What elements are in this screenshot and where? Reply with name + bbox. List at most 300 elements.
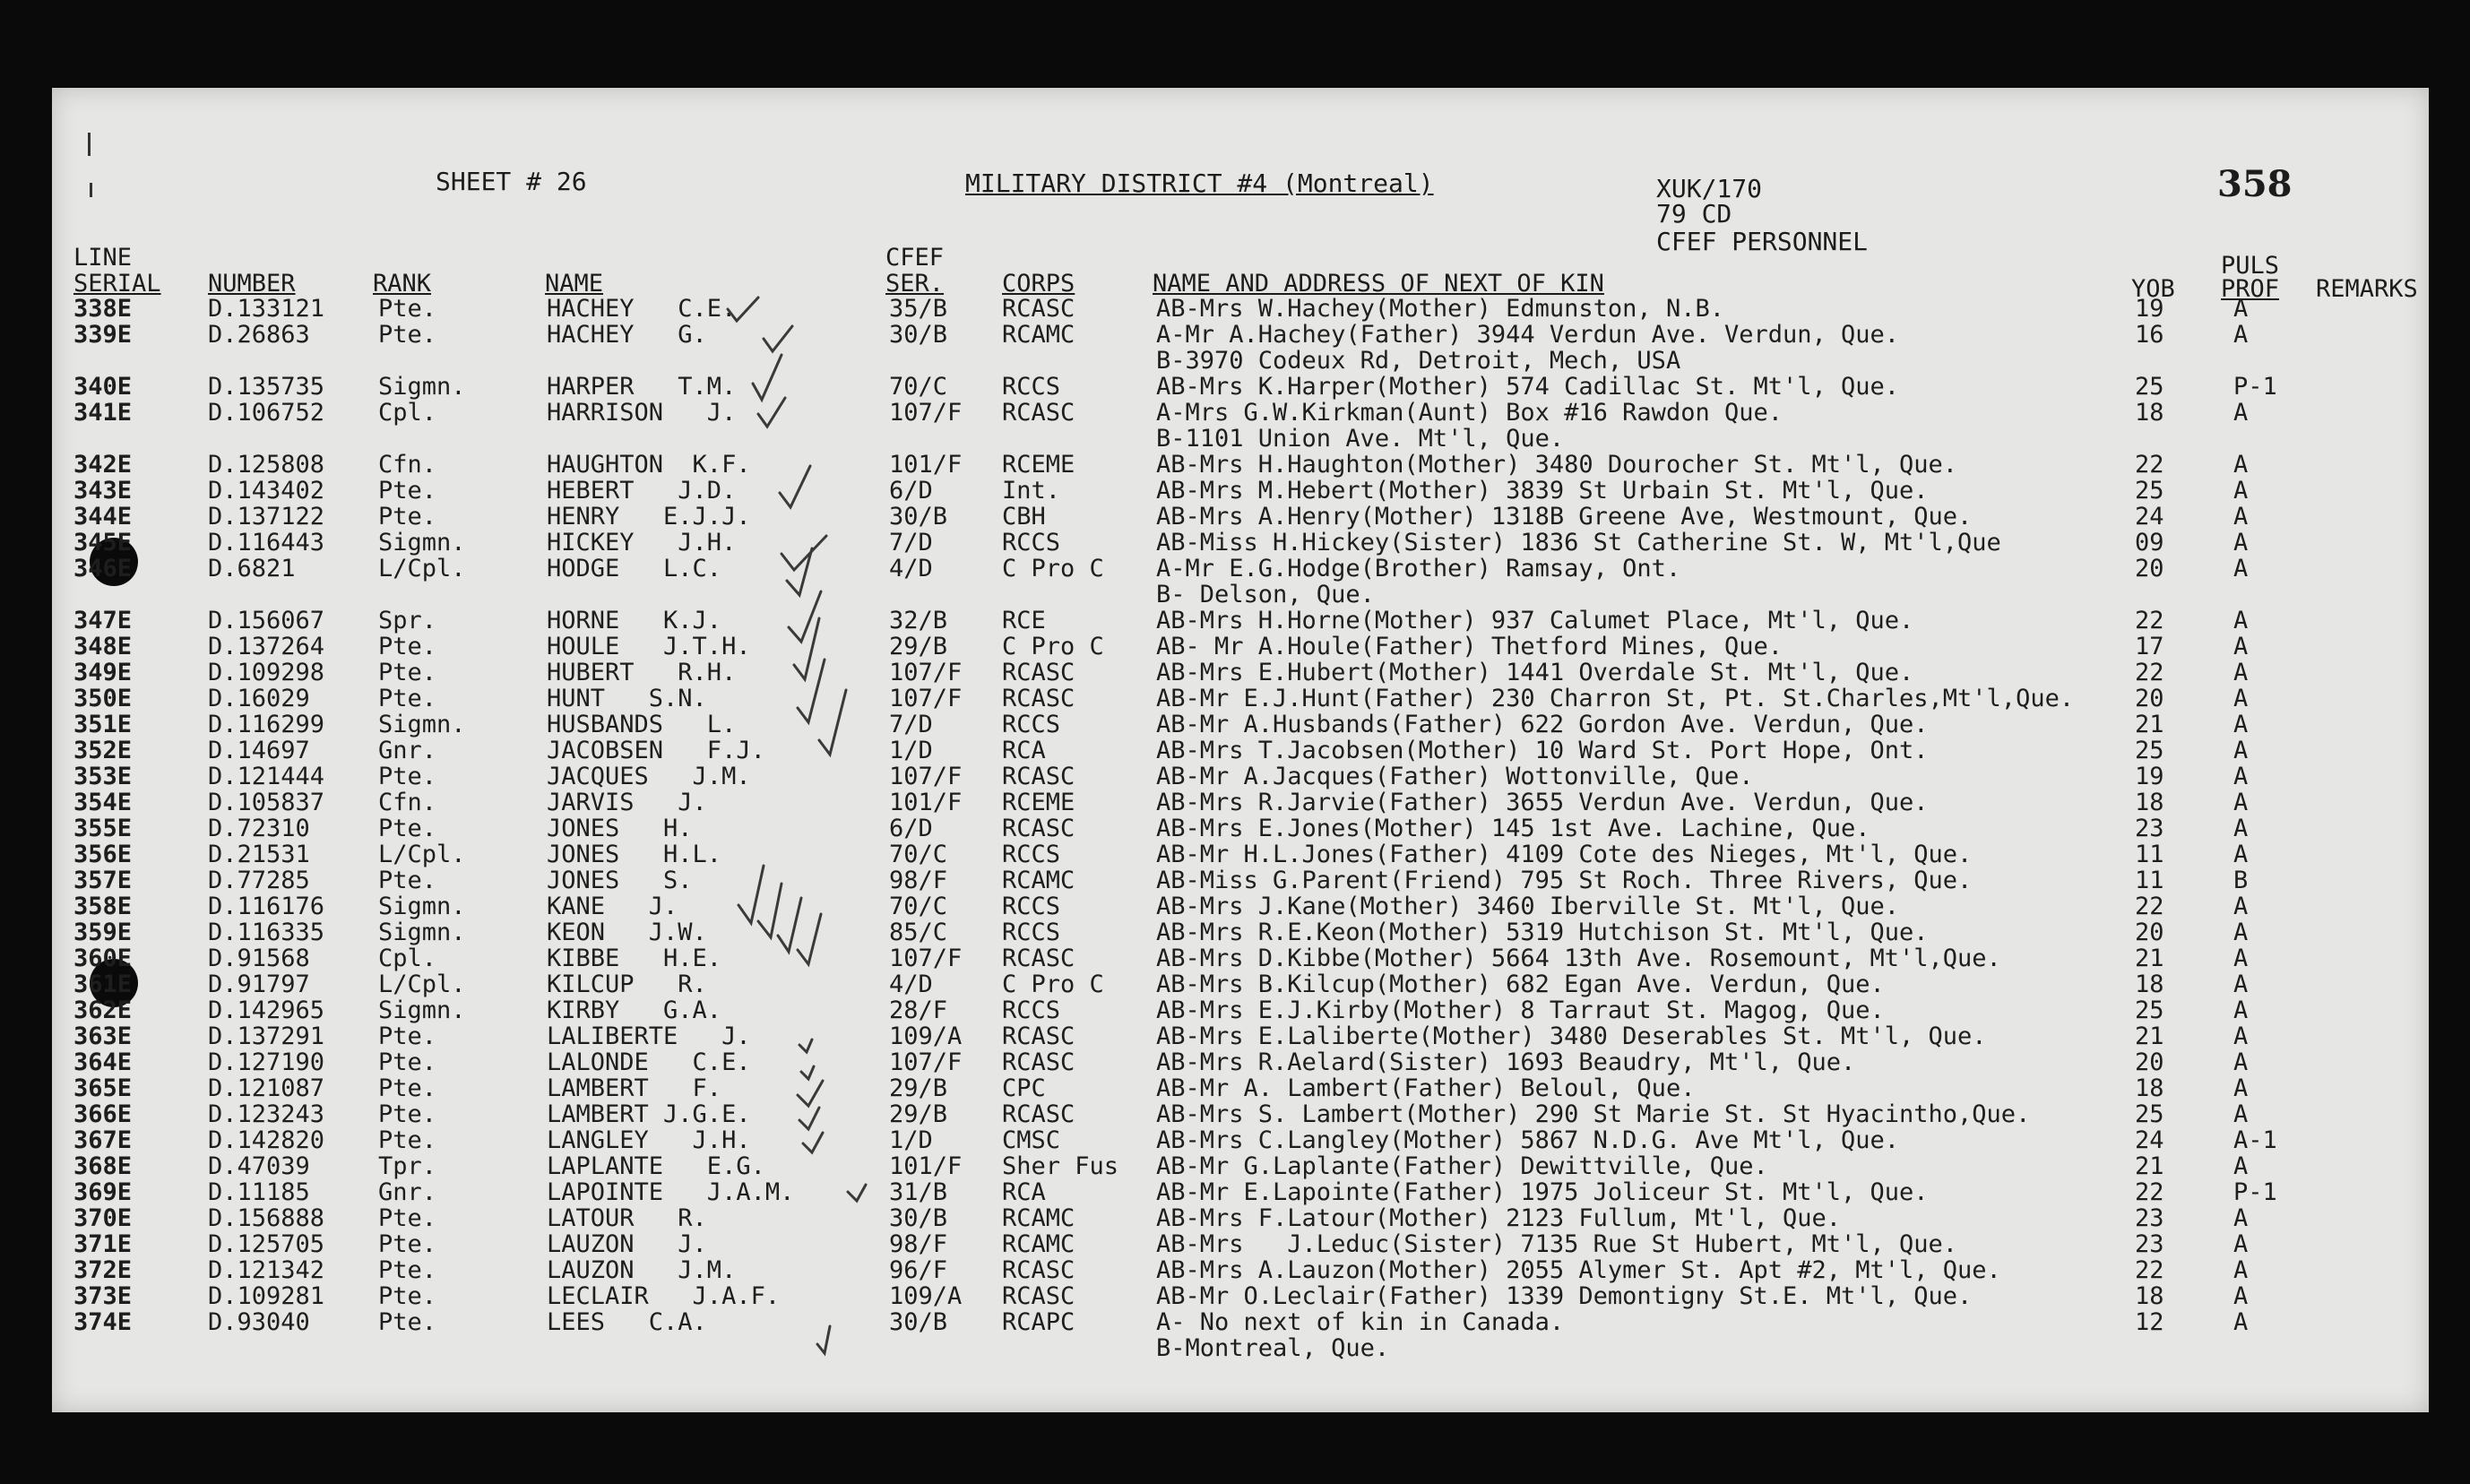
row-serial: 346E: [73, 555, 133, 582]
row-number: D.116176: [208, 893, 325, 920]
row-corps: RCASC: [1002, 685, 1075, 712]
row-cefr-serial: 30/B: [889, 503, 948, 531]
row-puls-prof: A: [2233, 789, 2249, 816]
row-rank: Pte.: [378, 685, 437, 712]
row-next-of-kin: AB-Mrs R.Aelard(Sister) 1693 Beaudry, Mt'l, Que.: [1156, 1048, 1856, 1076]
row-next-of-kin: AB-Mrs R.Jarvie(Father) 3655 Verdun Ave. Verdun, Que.: [1156, 789, 1929, 816]
row-yob: 23: [2135, 1204, 2164, 1232]
row-rank: Cfn.: [378, 789, 437, 816]
row-serial: 339E: [73, 321, 133, 349]
row-number: D.14697: [208, 737, 310, 764]
row-puls-prof: A: [2233, 1282, 2249, 1310]
row-corps: Int.: [1002, 477, 1061, 505]
row-puls-prof: A: [2233, 945, 2249, 972]
row-number: D.21531: [208, 841, 310, 868]
row-corps: C Pro C: [1002, 633, 1104, 660]
row-yob: 22: [2135, 451, 2164, 479]
row-puls-prof: A: [2233, 997, 2249, 1024]
row-name: HICKEY J.H.: [547, 529, 737, 556]
check-mark: [819, 690, 846, 755]
row-yob: 21: [2135, 711, 2164, 738]
row-yob: 25: [2135, 737, 2164, 764]
row-serial: 361E: [73, 971, 133, 998]
row-cefr-serial: 107/F: [889, 659, 963, 686]
row-rank: Cpl.: [378, 399, 437, 427]
row-next-of-kin: AB-Mrs J.Kane(Mother) 3460 Iberville St. Mt'l, Que.: [1156, 893, 1900, 920]
row-serial: 360E: [73, 945, 133, 972]
row-corps: C Pro C: [1002, 555, 1104, 582]
col-yob-header: YOB: [2131, 275, 2175, 303]
row-rank: Pte.: [378, 1048, 437, 1076]
row-name: HARPER T.M.: [547, 373, 737, 401]
row-cefr-serial: 107/F: [889, 685, 963, 712]
row-name: LEES C.A.: [547, 1308, 707, 1336]
row-name: JARVIS J.: [547, 789, 707, 816]
row-name: HACHEY C.E.: [547, 295, 737, 323]
row-serial: 370E: [73, 1204, 133, 1232]
row-next-of-kin: AB-Mrs E.Laliberte(Mother) 3480 Deserables St. Mt'l, Que.: [1156, 1022, 1987, 1050]
row-next-of-kin-alt: B-1101 Union Ave. Mt'l, Que.: [1156, 425, 1565, 453]
row-yob: 20: [2135, 555, 2164, 582]
row-name: HEBERT J.D.: [547, 477, 737, 505]
row-yob: 17: [2135, 633, 2164, 660]
row-number: D.106752: [208, 399, 325, 427]
check-mark: [780, 466, 810, 507]
col-serial-header: SERIAL: [73, 270, 161, 298]
row-next-of-kin: AB-Mrs W.Hachey(Mother) Edmunston, N.B.: [1156, 295, 1724, 323]
row-cefr-serial: 7/D: [889, 529, 933, 556]
check-mark: [738, 866, 764, 923]
row-name: HAUGHTON K.F.: [547, 451, 751, 479]
check-mark: [848, 1185, 866, 1201]
row-next-of-kin: AB-Miss G.Parent(Friend) 795 St Roch. Three Rivers, Que.: [1156, 867, 1973, 894]
row-rank: Sigmn.: [378, 711, 466, 738]
row-yob: 20: [2135, 1048, 2164, 1076]
row-corps: RCAPC: [1002, 1308, 1075, 1336]
row-puls-prof: A: [2233, 737, 2249, 764]
row-serial: 341E: [73, 399, 133, 427]
row-yob: 11: [2135, 841, 2164, 868]
row-number: D.109281: [208, 1282, 325, 1310]
row-yob: 18: [2135, 1074, 2164, 1102]
row-yob: 20: [2135, 919, 2164, 946]
reference-line-3: CFEF PERSONNEL: [1656, 227, 1869, 256]
row-corps: RCAMC: [1002, 867, 1075, 894]
row-cefr-serial: 30/B: [889, 1204, 948, 1232]
row-number: D.156888: [208, 1204, 325, 1232]
row-cefr-serial: 70/C: [889, 893, 948, 920]
row-next-of-kin: AB-Mr E.Lapointe(Father) 1975 Joliceur St. Mt'l, Que.: [1156, 1178, 1929, 1206]
row-rank: Sigmn.: [378, 919, 466, 946]
row-serial: 368E: [73, 1152, 133, 1180]
row-serial: 342E: [73, 451, 133, 479]
row-serial: 340E: [73, 373, 133, 401]
row-puls-prof: A: [2233, 893, 2249, 920]
row-cefr-serial: 98/F: [889, 867, 948, 894]
row-rank: Gnr.: [378, 1178, 437, 1206]
row-yob: 23: [2135, 815, 2164, 842]
check-mark: [798, 660, 825, 722]
district-title: MILITARY DISTRICT #4 (Montreal): [965, 168, 1434, 198]
row-serial: 364E: [73, 1048, 133, 1076]
row-next-of-kin: AB-Mrs R.E.Keon(Mother) 5319 Hutchison St. Mt'l, Que.: [1156, 919, 1929, 946]
row-number: D.116335: [208, 919, 325, 946]
row-number: D.143402: [208, 477, 325, 505]
row-serial: 344E: [73, 503, 133, 531]
row-name: HUBERT R.H.: [547, 659, 737, 686]
check-mark: [778, 898, 801, 952]
row-next-of-kin: AB-Mrs E.J.Kirby(Mother) 8 Tarraut St. Magog, Que.: [1156, 997, 1885, 1024]
row-number: D.121444: [208, 763, 325, 790]
row-cefr-serial: 35/B: [889, 295, 948, 323]
row-yob: 22: [2135, 1178, 2164, 1206]
row-rank: Pte.: [378, 1256, 437, 1284]
row-cefr-serial: 107/F: [889, 763, 963, 790]
row-next-of-kin: AB-Mrs E.Jones(Mother) 145 1st Ave. Lachine, Que.: [1156, 815, 1870, 842]
row-cefr-serial: 6/D: [889, 815, 933, 842]
row-name: HUSBANDS L.: [547, 711, 737, 738]
row-number: D.91568: [208, 945, 310, 972]
check-mark: [753, 355, 782, 400]
row-rank: Tpr.: [378, 1152, 437, 1180]
col-name-header: NAME: [545, 270, 604, 298]
row-name: JONES H.: [547, 815, 693, 842]
row-yob: 24: [2135, 1126, 2164, 1154]
row-rank: Pte.: [378, 1230, 437, 1258]
row-serial: 373E: [73, 1282, 133, 1310]
row-puls-prof: A: [2233, 763, 2249, 790]
col-line-header: LINE: [73, 244, 133, 272]
row-puls-prof: A: [2233, 659, 2249, 686]
row-corps: RCE: [1002, 607, 1046, 634]
row-puls-prof: A: [2233, 295, 2249, 323]
row-yob: 22: [2135, 1256, 2164, 1284]
row-serial: 338E: [73, 295, 133, 323]
row-cefr-serial: 107/F: [889, 1048, 963, 1076]
row-rank: Pte.: [378, 477, 437, 505]
check-mark: [801, 1066, 814, 1079]
check-mark: [782, 536, 826, 570]
row-number: D.77285: [208, 867, 310, 894]
row-name: HORNE K.J.: [547, 607, 722, 634]
row-next-of-kin: AB-Mrs B.Kilcup(Mother) 682 Egan Ave. Verdun, Que.: [1156, 971, 1885, 998]
row-corps: CBH: [1002, 503, 1046, 531]
row-rank: Sigmn.: [378, 893, 466, 920]
row-cefr-serial: 101/F: [889, 451, 963, 479]
row-serial: 353E: [73, 763, 133, 790]
col-cefr-header-1: CFEF: [885, 244, 945, 272]
row-name: KIBBE H.E.: [547, 945, 722, 972]
row-number: D.16029: [208, 685, 310, 712]
row-name: LALONDE C.E.: [547, 1048, 751, 1076]
row-cefr-serial: 109/A: [889, 1282, 963, 1310]
row-puls-prof: A: [2233, 1048, 2249, 1076]
row-cefr-serial: 30/B: [889, 321, 948, 349]
row-puls-prof: A: [2233, 1230, 2249, 1258]
row-serial: 371E: [73, 1230, 133, 1258]
row-next-of-kin: AB-Mrs E.Hubert(Mother) 1441 Overdale St. Mt'l, Que.: [1156, 659, 1914, 686]
row-puls-prof: B: [2233, 867, 2249, 894]
col-rank-header: RANK: [373, 270, 432, 298]
row-corps: RCAMC: [1002, 321, 1075, 349]
row-rank: Sigmn.: [378, 373, 466, 401]
row-puls-prof: A: [2233, 633, 2249, 660]
row-puls-prof: A: [2233, 503, 2249, 531]
row-corps: RCAMC: [1002, 1230, 1075, 1258]
row-next-of-kin: AB-Mr E.J.Hunt(Father) 230 Charron St, Pt. St.Charles,Mt'l,Que.: [1156, 685, 2075, 712]
row-serial: 367E: [73, 1126, 133, 1154]
row-next-of-kin: AB-Mr O.Leclair(Father) 1339 Demontigny St.E. Mt'l, Que.: [1156, 1282, 1973, 1310]
row-corps: Sher Fus: [1002, 1152, 1119, 1180]
row-puls-prof: A: [2233, 711, 2249, 738]
row-yob: 25: [2135, 373, 2164, 401]
row-number: D.123243: [208, 1100, 325, 1128]
row-cefr-serial: 85/C: [889, 919, 948, 946]
row-serial: 345E: [73, 529, 133, 556]
row-puls-prof: A: [2233, 1308, 2249, 1336]
row-next-of-kin: AB-Mrs A.Henry(Mother) 1318B Greene Ave, Westmount, Que.: [1156, 503, 1973, 531]
row-rank: Pte.: [378, 1100, 437, 1128]
row-next-of-kin: AB-Mrs C.Langley(Mother) 5867 N.D.G. Ave Mt'l, Que.: [1156, 1126, 1900, 1154]
row-puls-prof: A: [2233, 451, 2249, 479]
row-yob: 22: [2135, 659, 2164, 686]
row-puls-prof: A: [2233, 685, 2249, 712]
row-corps: RCASC: [1002, 295, 1075, 323]
col-number-header: NUMBER: [208, 270, 296, 298]
row-number: D.109298: [208, 659, 325, 686]
row-cefr-serial: 107/F: [889, 399, 963, 427]
row-corps: RCCS: [1002, 997, 1061, 1024]
row-corps: RCCS: [1002, 711, 1061, 738]
row-puls-prof: A: [2233, 477, 2249, 505]
row-rank: Cfn.: [378, 451, 437, 479]
row-corps: RCASC: [1002, 1282, 1075, 1310]
row-cefr-serial: 70/C: [889, 841, 948, 868]
row-corps: RCCS: [1002, 373, 1061, 401]
check-mark: [798, 1081, 823, 1106]
row-yob: 11: [2135, 867, 2164, 894]
row-name: LAMBERT F.: [547, 1074, 722, 1102]
col-remarks-header: REMARKS: [2316, 275, 2418, 303]
row-yob: 20: [2135, 685, 2164, 712]
row-next-of-kin-alt: B- Delson, Que.: [1156, 581, 1375, 608]
row-number: D.93040: [208, 1308, 310, 1336]
row-rank: Pte.: [378, 295, 437, 323]
row-corps: RCCS: [1002, 893, 1061, 920]
row-puls-prof: P-1: [2233, 373, 2277, 401]
row-puls-prof: A-1: [2233, 1126, 2277, 1154]
row-rank: Cpl.: [378, 945, 437, 972]
row-number: D.72310: [208, 815, 310, 842]
row-next-of-kin: AB- Mr A.Houle(Father) Thetford Mines, Que.: [1156, 633, 1783, 660]
row-next-of-kin: A-Mrs G.W.Kirkman(Aunt) Box #16 Rawdon Que.: [1156, 399, 1783, 427]
row-number: D.133121: [208, 295, 325, 323]
row-name: JONES S.: [547, 867, 693, 894]
row-rank: Pte.: [378, 763, 437, 790]
row-corps: RCASC: [1002, 815, 1075, 842]
row-next-of-kin: AB-Mrs K.Harper(Mother) 574 Cadillac St. Mt'l, Que.: [1156, 373, 1900, 401]
row-puls-prof: A: [2233, 1074, 2249, 1102]
row-rank: Pte.: [378, 815, 437, 842]
row-yob: 23: [2135, 1230, 2164, 1258]
row-cefr-serial: 29/B: [889, 1074, 948, 1102]
row-serial: 358E: [73, 893, 133, 920]
row-name: JONES H.L.: [547, 841, 722, 868]
row-number: D.11185: [208, 1178, 310, 1206]
row-puls-prof: A: [2233, 1204, 2249, 1232]
row-next-of-kin: A-Mr E.G.Hodge(Brother) Ramsay, Ont.: [1156, 555, 1681, 582]
row-name: KIRBY G.A.: [547, 997, 722, 1024]
row-corps: RCASC: [1002, 659, 1075, 686]
row-number: D.135735: [208, 373, 325, 401]
row-serial: 366E: [73, 1100, 133, 1128]
row-corps: CPC: [1002, 1074, 1046, 1102]
row-name: LAMBERT J.G.E.: [547, 1100, 751, 1128]
row-number: D.47039: [208, 1152, 310, 1180]
row-rank: Pte.: [378, 1204, 437, 1232]
row-number: D.142965: [208, 997, 325, 1024]
row-rank: L/Cpl.: [378, 841, 466, 868]
reference-line-1: XUK/170: [1656, 174, 1763, 203]
reference-line-2: 79 CD: [1656, 199, 1732, 229]
row-cefr-serial: 1/D: [889, 1126, 933, 1154]
row-name: LECLAIR J.A.F.: [547, 1282, 781, 1310]
row-name: LAPOINTE J.A.M.: [547, 1178, 795, 1206]
row-corps: RCASC: [1002, 399, 1075, 427]
check-mark: [803, 1133, 823, 1152]
row-number: D.142820: [208, 1126, 325, 1154]
check-mark: [799, 1108, 819, 1129]
row-next-of-kin: AB-Mrs M.Hebert(Mother) 3839 St Urbain St. Mt'l, Que.: [1156, 477, 1929, 505]
row-next-of-kin: AB-Mrs H.Horne(Mother) 937 Calumet Place, Mt'l, Que.: [1156, 607, 1914, 634]
row-number: D.116299: [208, 711, 325, 738]
row-cefr-serial: 32/B: [889, 607, 948, 634]
row-cefr-serial: 31/B: [889, 1178, 948, 1206]
row-number: D.156067: [208, 607, 325, 634]
row-number: D.6821: [208, 555, 296, 582]
row-serial: 348E: [73, 633, 133, 660]
row-yob: 21: [2135, 945, 2164, 972]
check-mark: [758, 884, 782, 937]
row-next-of-kin: AB-Mrs T.Jacobsen(Mother) 10 Ward St. Port Hope, Ont.: [1156, 737, 1929, 764]
row-cefr-serial: 4/D: [889, 555, 933, 582]
row-name: LANGLEY J.H.: [547, 1126, 751, 1154]
row-rank: Pte.: [378, 321, 437, 349]
row-rank: Sigmn.: [378, 529, 466, 556]
row-puls-prof: A: [2233, 607, 2249, 634]
row-serial: 351E: [73, 711, 133, 738]
row-number: D.91797: [208, 971, 310, 998]
row-name: KEON J.W.: [547, 919, 707, 946]
row-cefr-serial: 7/D: [889, 711, 933, 738]
row-serial: 363E: [73, 1022, 133, 1050]
row-puls-prof: A: [2233, 1100, 2249, 1128]
row-cefr-serial: 6/D: [889, 477, 933, 505]
row-name: LAPLANTE E.G.: [547, 1152, 765, 1180]
row-corps: RCASC: [1002, 1022, 1075, 1050]
row-rank: Gnr.: [378, 737, 437, 764]
row-yob: 25: [2135, 477, 2164, 505]
row-yob: 22: [2135, 893, 2164, 920]
row-name: LAUZON J.M.: [547, 1256, 737, 1284]
row-name: KILCUP R.: [547, 971, 707, 998]
row-next-of-kin-alt: B-3970 Codeux Rd, Detroit, Mech, USA: [1156, 347, 1681, 375]
row-serial: 365E: [73, 1074, 133, 1102]
row-cefr-serial: 28/F: [889, 997, 948, 1024]
row-serial: 357E: [73, 867, 133, 894]
row-cefr-serial: 29/B: [889, 1100, 948, 1128]
row-puls-prof: P-1: [2233, 1178, 2277, 1206]
row-corps: RCASC: [1002, 1100, 1075, 1128]
row-name: HODGE L.C.: [547, 555, 722, 582]
row-puls-prof: A: [2233, 841, 2249, 868]
row-yob: 18: [2135, 1282, 2164, 1310]
row-next-of-kin-alt: B-Montreal, Que.: [1156, 1334, 1390, 1362]
row-corps: C Pro C: [1002, 971, 1104, 998]
row-next-of-kin: AB-Mrs F.Latour(Mother) 2123 Fullum, Mt'l, Que.: [1156, 1204, 1842, 1232]
row-cefr-serial: 107/F: [889, 945, 963, 972]
row-rank: Pte.: [378, 659, 437, 686]
row-puls-prof: A: [2233, 1022, 2249, 1050]
row-next-of-kin: AB-Mrs D.Kibbe(Mother) 5664 13th Ave. Rosemount, Mt'l,Que.: [1156, 945, 2001, 972]
row-puls-prof: A: [2233, 971, 2249, 998]
row-serial: 355E: [73, 815, 133, 842]
col-corps-header: CORPS: [1002, 270, 1075, 298]
page-number: 358: [2217, 163, 2293, 205]
row-puls-prof: A: [2233, 529, 2249, 556]
row-serial: 359E: [73, 919, 133, 946]
row-next-of-kin: AB-Mr H.L.Jones(Father) 4109 Cote des Nieges, Mt'l, Que.: [1156, 841, 1973, 868]
row-corps: RCEME: [1002, 451, 1075, 479]
row-serial: 354E: [73, 789, 133, 816]
sheet-number: SHEET # 26: [436, 167, 587, 196]
col-cefr-header-2: SER.: [885, 270, 945, 298]
check-mark: [758, 398, 785, 427]
row-cefr-serial: 70/C: [889, 373, 948, 401]
row-corps: RCA: [1002, 737, 1046, 764]
row-serial: 369E: [73, 1178, 133, 1206]
row-yob: 19: [2135, 295, 2164, 323]
row-puls-prof: A: [2233, 321, 2249, 349]
row-next-of-kin: AB-Mr A. Lambert(Father) Beloul, Que.: [1156, 1074, 1696, 1102]
row-puls-prof: A: [2233, 555, 2249, 582]
row-yob: 16: [2135, 321, 2164, 349]
row-name: HENRY E.J.J.: [547, 503, 751, 531]
row-serial: 347E: [73, 607, 133, 634]
row-yob: 25: [2135, 1100, 2164, 1128]
row-next-of-kin: AB-Mrs S. Lambert(Mother) 290 St Marie St. St Hyacintho,Que.: [1156, 1100, 2031, 1128]
check-mark: [799, 1040, 812, 1052]
row-next-of-kin: AB-Miss H.Hickey(Sister) 1836 St Catherine St. W, Mt'l,Que: [1156, 529, 2001, 556]
check-mark: [798, 914, 821, 964]
row-corps: RCASC: [1002, 763, 1075, 790]
row-yob: 21: [2135, 1022, 2164, 1050]
row-puls-prof: A: [2233, 1256, 2249, 1284]
row-serial: 362E: [73, 997, 133, 1024]
row-name: HUNT S.N.: [547, 685, 707, 712]
row-yob: 18: [2135, 971, 2164, 998]
row-cefr-serial: 96/F: [889, 1256, 948, 1284]
row-name: JACQUES J.M.: [547, 763, 751, 790]
row-name: JACOBSEN F.J.: [547, 737, 765, 764]
row-rank: Pte.: [378, 1282, 437, 1310]
row-yob: 25: [2135, 997, 2164, 1024]
row-rank: Pte.: [378, 1126, 437, 1154]
row-serial: 350E: [73, 685, 133, 712]
row-rank: Pte.: [378, 503, 437, 531]
col-puls-header-2: PROF: [2221, 275, 2280, 303]
row-number: D.137264: [208, 633, 325, 660]
